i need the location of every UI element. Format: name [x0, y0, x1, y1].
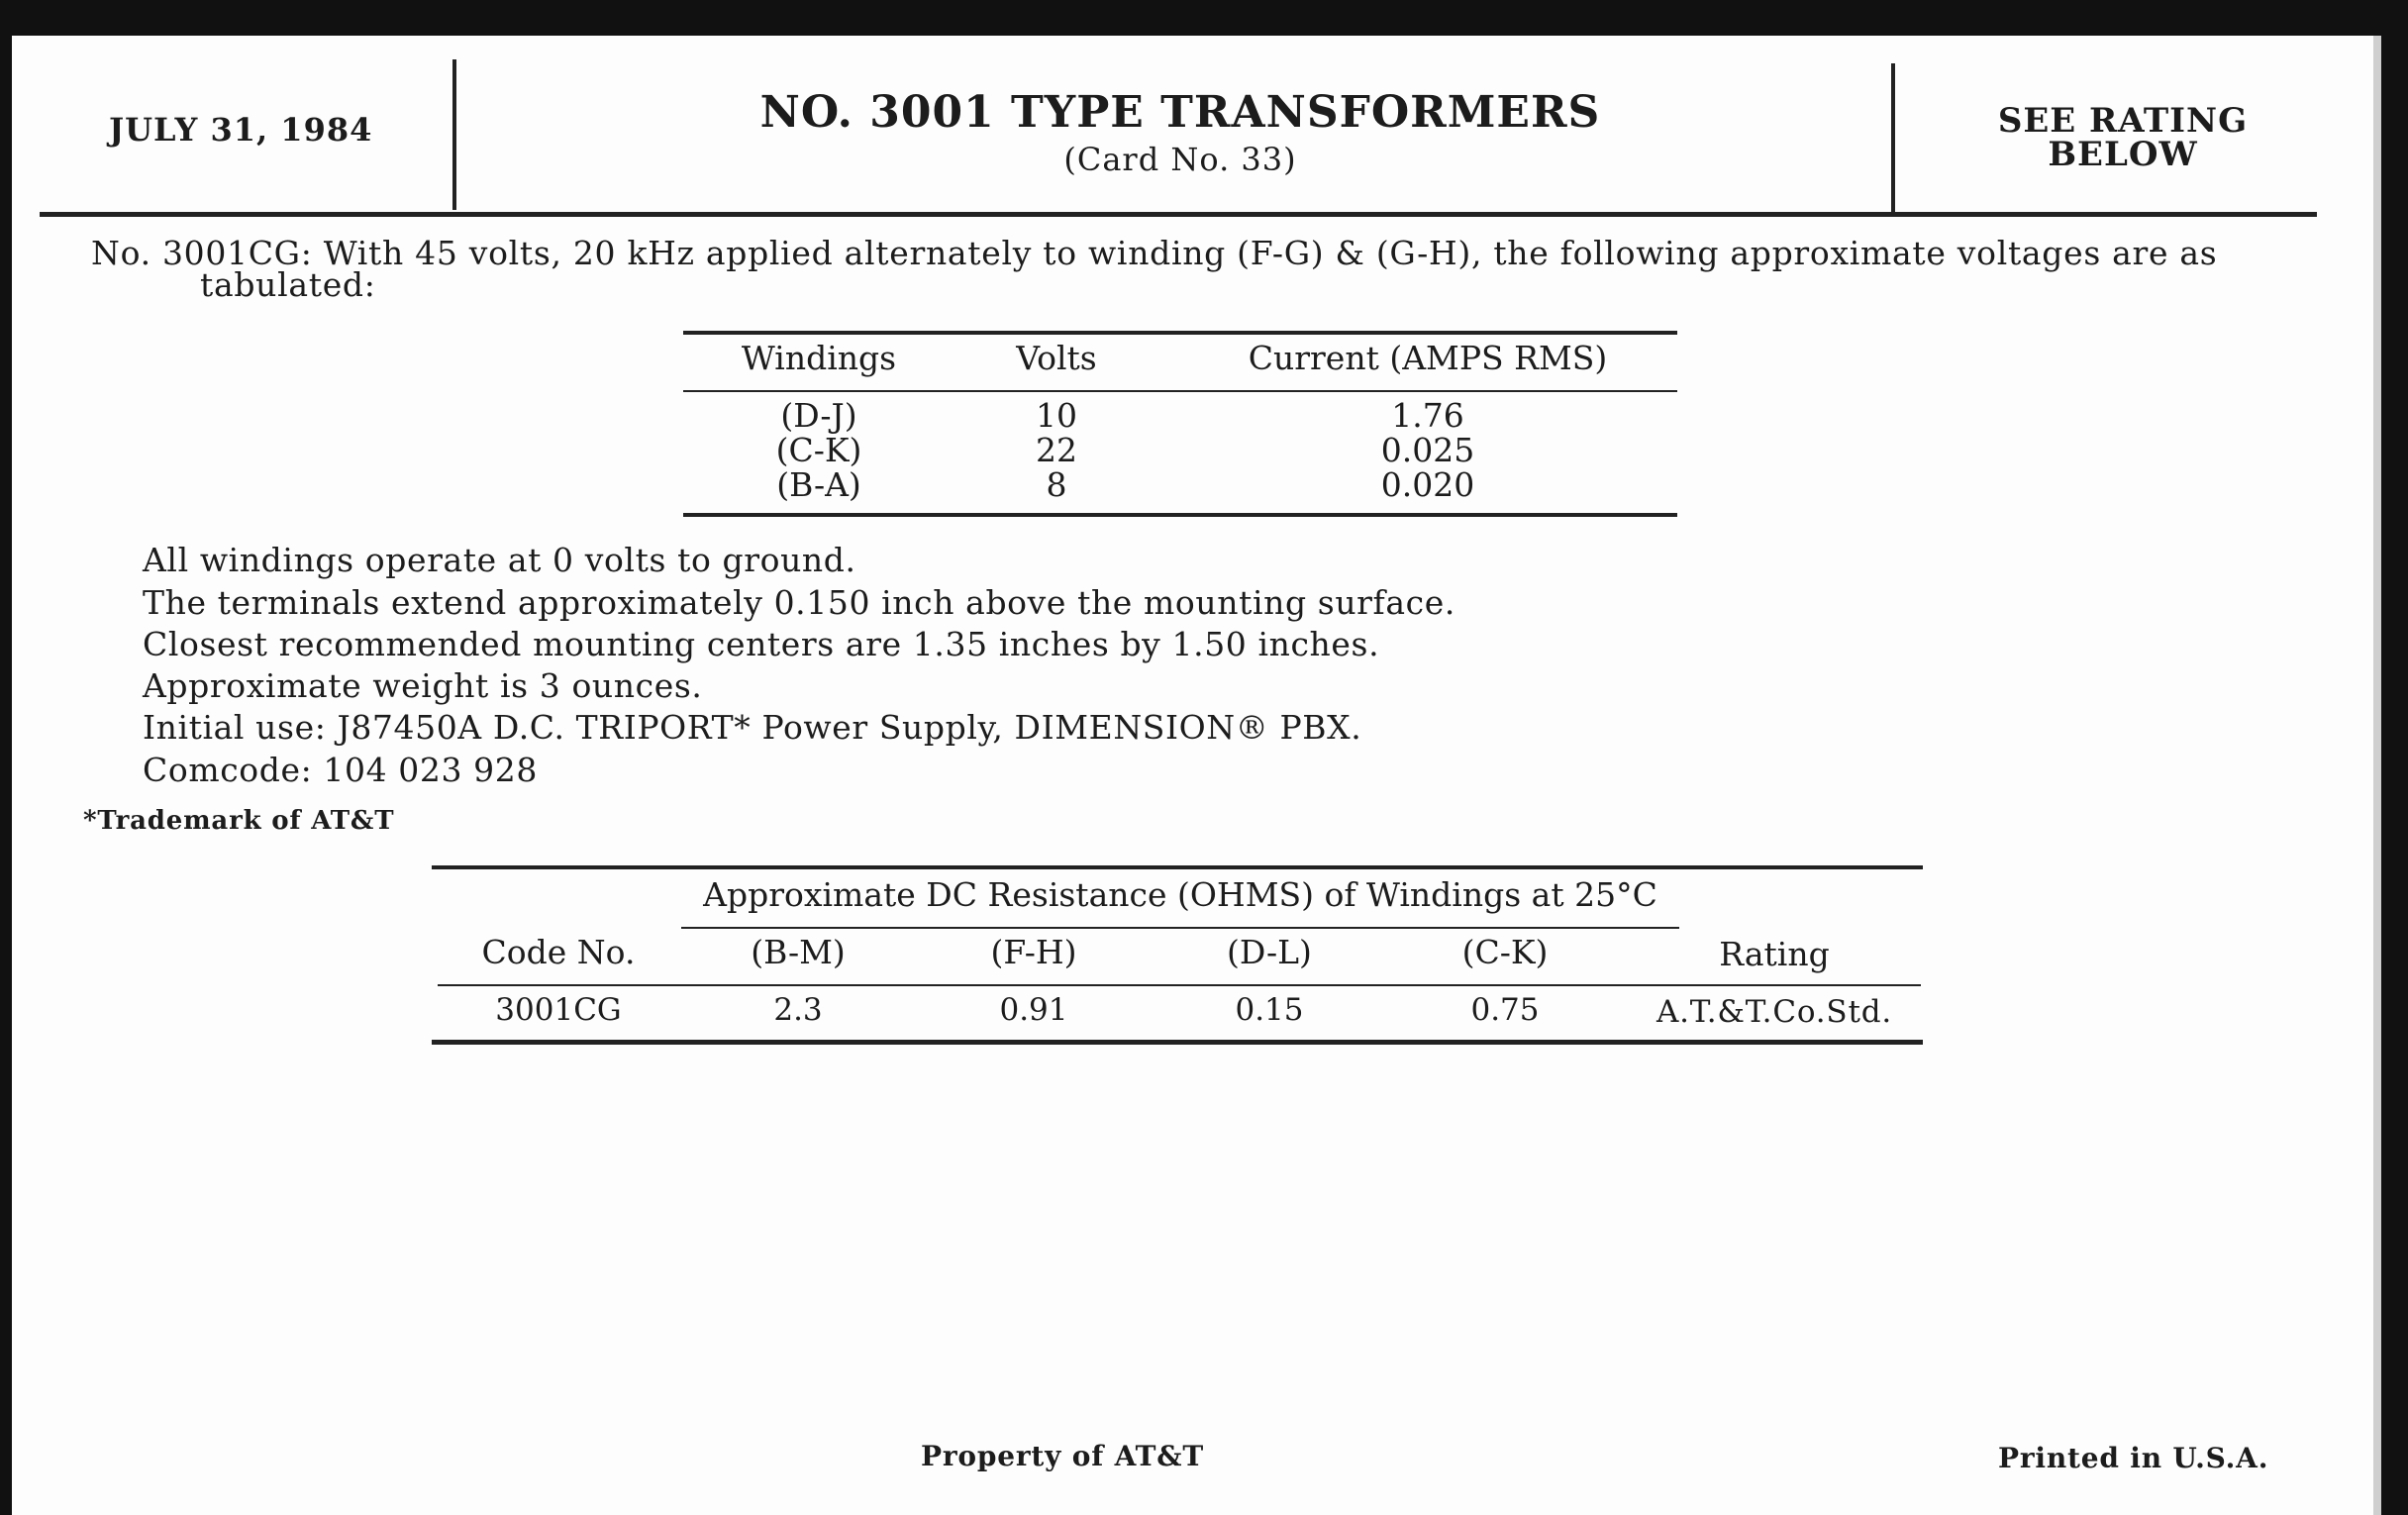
- table-row-current: 0.025: [1380, 431, 1475, 469]
- table-row-rating: A.T.&T.Co.Std.: [1656, 994, 1893, 1030]
- table-row-bm: 2.3: [773, 992, 823, 1028]
- resistance-table-group-rule: [681, 927, 1679, 929]
- table-row-winding: (C-K): [775, 431, 862, 469]
- footer-printed: Printed in U.S.A.: [1998, 1442, 2269, 1474]
- voltage-table-header-rule: [683, 390, 1677, 392]
- resistance-table-header-code: Code No.: [481, 933, 636, 971]
- page-title: NO. 3001 TYPE TRANSFORMERS: [759, 87, 1601, 138]
- card-date: JULY 31, 1984: [109, 111, 373, 149]
- header-divider-right: [1891, 63, 1895, 212]
- resistance-table-header-rule: [438, 984, 1921, 986]
- resistance-table-header-rating: Rating: [1719, 935, 1830, 973]
- voltage-table-header-volts: Volts: [1016, 339, 1097, 377]
- note-line: Closest recommended mounting centers are 1.35 inches by 1.50 inches.: [143, 625, 1380, 663]
- card-number: (Card No. 33): [1063, 141, 1297, 178]
- resistance-table-header-ck: (C-K): [1461, 933, 1549, 971]
- table-row-volts: 8: [1046, 465, 1067, 504]
- trademark-note: *Trademark of AT&T: [83, 806, 395, 836]
- intro-line-2: tabulated:: [200, 265, 376, 304]
- footer-property: Property of AT&T: [921, 1440, 1204, 1472]
- table-row-volts: 22: [1036, 431, 1077, 469]
- card-edge-shadow: [2373, 36, 2381, 1515]
- table-row-dl: 0.15: [1235, 992, 1304, 1028]
- table-row-current: 1.76: [1391, 396, 1464, 435]
- table-row-current: 0.020: [1380, 465, 1475, 504]
- note-line: The terminals extend approximately 0.150 inch above the mounting surface.: [143, 583, 1455, 622]
- table-row-winding: (D-J): [780, 396, 857, 435]
- note-line: Initial use: J87450A D.C. TRIPORT* Power Supply, DIMENSION® PBX.: [143, 708, 1362, 747]
- note-line: Comcode: 104 023 928: [143, 751, 538, 789]
- resistance-table-header-fh: (F-H): [990, 933, 1077, 971]
- table-row-ck: 0.75: [1470, 992, 1540, 1028]
- table-row-code: 3001CG: [495, 992, 622, 1028]
- resistance-table-top-rule: [432, 865, 1923, 869]
- voltage-table-header-windings: Windings: [741, 339, 897, 377]
- spec-card: [12, 36, 2373, 1515]
- table-row-winding: (B-A): [776, 465, 861, 504]
- header-divider-left: [452, 59, 456, 210]
- resistance-table-header-bm: (B-M): [751, 933, 846, 971]
- voltage-table-header-current: Current (AMPS RMS): [1248, 339, 1608, 377]
- table-row-volts: 10: [1036, 396, 1077, 435]
- voltage-table-top-rule: [683, 331, 1677, 335]
- voltage-table-bottom-rule: [683, 513, 1677, 517]
- rating-note-line2: BELOW: [2048, 135, 2198, 174]
- note-line: Approximate weight is 3 ounces.: [143, 666, 703, 705]
- table-row-fh: 0.91: [999, 992, 1068, 1028]
- resistance-table-bottom-rule: [432, 1040, 1923, 1045]
- rating-note-line1: SEE RATING: [1997, 101, 2249, 141]
- resistance-table-header-dl: (D-L): [1227, 933, 1312, 971]
- intro-line-1: No. 3001CG: With 45 volts, 20 kHz applied alternately to winding (F-G) & (G-H), the following approximate voltages are as: [91, 234, 2218, 272]
- header-rule: [40, 212, 2317, 217]
- resistance-table-group-header: Approximate DC Resistance (OHMS) of Windings at 25°C: [703, 875, 1657, 914]
- note-line: All windings operate at 0 volts to ground.: [143, 541, 856, 579]
